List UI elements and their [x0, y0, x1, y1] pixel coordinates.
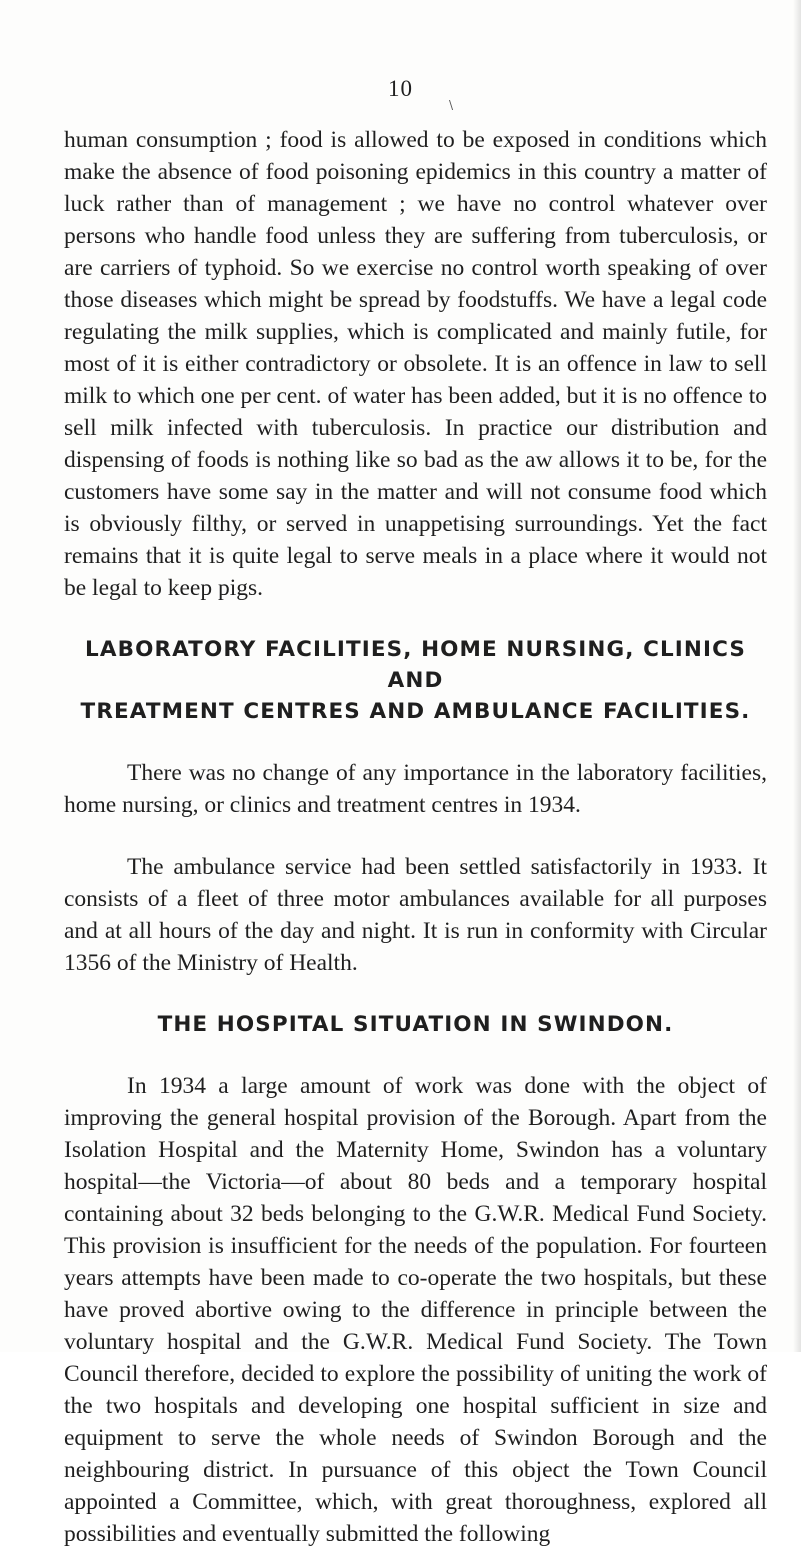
facilities-paragraph-1: There was no change of any importance in the laboratory facilities, home nursing, or clinics and treatment centres in 1934. [64, 760, 767, 818]
hospital-paragraph-1: In 1934 a large amount of work was done with the object of improving the general hospital provision of the Borough. Apart from the Isolation Hospital and the Maternity Home, Swindon has a voluntary hospital—the Victoria—of about 80 beds and a temporary hospital containing about 32 beds belonging to the G.W.R. Medical Fund Society. This provision is insufficient for the needs of the population. For fourteen years attempts have been made to co-operate the two hospitals, but these have proved abortive owing to the difference in principle between the voluntary hospital and the G.W.R. Medical Fund Society. The Town Council therefore, decided to explore the possibility of uniting the work of the two hospitals and developing one hospital sufficient in size and equipment to serve the whole needs of Swindon Borough and the neighbouring district. In pursuance of this object the Town Council appointed a Committee, which, with great thoroughness, explored all possibilities and eventually submitted the following [64, 1073, 767, 1547]
section-heading-facilities-line1: LABORATORY FACILITIES, HOME NURSING, CLINICS AND [85, 637, 746, 693]
body-paragraph-continued: human consumption ; food is allowed to be exposed in conditions which make the absence of food poisoning epidemics in this country a matter of luck rather than of management ; we have no control whatever over persons who handle food unless they are suffering from tuberculosis, or are carriers of typhoid. So we exercise no control worth speaking of over those diseases which might be spread by foodstuffs. We have a legal code regulating the milk supplies, which is complicated and mainly futile, for most of it is either contradictory or obsolete. It is an offence in law to sell milk to which one per cent. of water has been added, but it is no offence to sell milk infected with tuberculosis. In practice our distribution and dispensing of foods is nothing like so bad as the aw allows it to be, for the customers have some say in the matter and will not consume food which is obviously filthy, or served in unappetising surroundings. Yet the fact remains that it is quite legal to serve meals in a place where it would not be legal to keep pigs. [64, 127, 767, 601]
page-content [64, 124, 767, 1550]
page-number: 10 [388, 76, 413, 101]
facilities-paragraph-2: The ambulance service had been settled satisfactorily in 1933. It consists of a fleet of three motor ambulances available for all purposes and at all hours of the day and night. It is run in conformity with Circular 1356 of the Ministry of Health. [64, 854, 767, 976]
section-heading-facilities-line2: TREATMENT CENTRES AND AMBULANCE FACILITIES. [80, 699, 751, 724]
page-edge-shadow [793, 0, 801, 1352]
section-heading-hospital: THE HOSPITAL SITUATION IN SWINDON. [157, 1012, 674, 1037]
margin-mark: \ [449, 98, 454, 112]
